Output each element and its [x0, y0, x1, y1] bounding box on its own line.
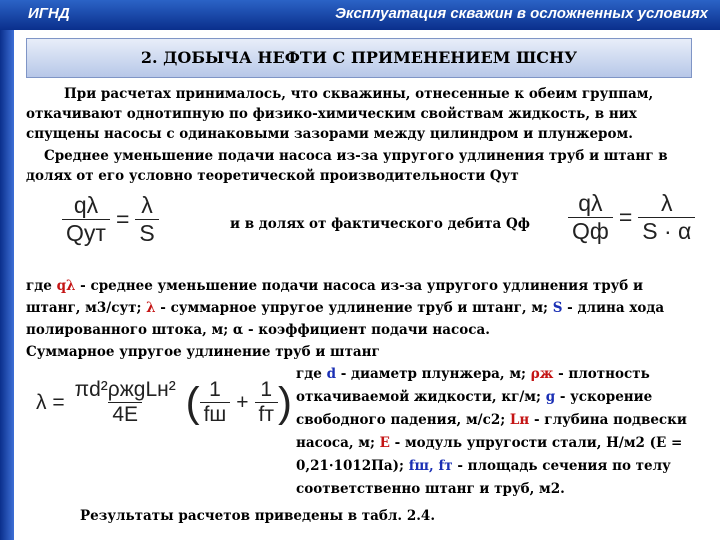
para1-line3: спущены насосы с одинаковыми зазорами между цилиндром и плунжером.	[26, 126, 633, 142]
para1-line2: откачивают однотипную по физико-химическим свойствам жидкость, в них	[26, 106, 637, 122]
def-line4: насоса, м; Е - модуль упругости стали, Н/м2 (Е =	[296, 435, 683, 451]
def-line3: свободного падения, м/с2; Lн - глубина подвески	[296, 412, 687, 428]
result-note: Результаты расчетов приведены в табл. 2.4.	[80, 508, 436, 524]
formula-q-ut: $\frac{q\lambda}{\text{Qут}}$ = $\frac{\lambda}{S}$	[62, 192, 159, 247]
header-bar	[0, 0, 720, 30]
left-accent-bar	[0, 30, 14, 540]
formula-lambda: λ = $\frac{\text{πd²ρжgLн²}}{4E}$ ( $\frac{1}{fш}$ + $\frac{1}{fт}$ )	[36, 378, 292, 426]
para2-line2: долях от его условно теоретической производительности Qут	[26, 168, 519, 184]
para3-line2: штанг, м3/сут; λ - суммарное упругое удлинение труб и штанг, м; S - длина хода	[26, 300, 665, 316]
para2-line1: Среднее уменьшение подачи насоса из-за упругого удлинения труб и штанг в	[44, 148, 668, 164]
def-line1: где d - диаметр плунжера, м; ρж - плотность	[296, 366, 650, 382]
para3-line1: где qλ - среднее уменьшение подачи насоса из-за упругого удлинения труб и	[26, 278, 644, 294]
para3-line3: полированного штока, м; α - коэффициент подачи насоса.	[26, 322, 490, 338]
header-org: ИГНД	[28, 5, 70, 22]
para1-line1: При расчетах принималось, что скважины, отнесенные к обеим группам,	[64, 86, 654, 102]
slide-title: 2. ДОБЫЧА НЕФТИ С ПРИМЕНЕНИЕМ ШСНУ	[26, 38, 692, 78]
para2-mid: и в долях от фактического дебита Qф	[230, 216, 530, 232]
def-line2: откачиваемой жидкости, кг/м; g - ускорение	[296, 389, 653, 405]
formula-q-f: $\frac{q\lambda}{Qф}$ = $\frac{\lambda}{S \cdot \alpha}$	[568, 190, 695, 245]
para4: Суммарное упругое удлинение труб и штанг	[26, 344, 380, 360]
def-line6: соответственно штанг и труб, м2.	[296, 481, 565, 497]
def-line5: 0,21·1012Па); fш, fт - площадь сечения по телу	[296, 458, 671, 474]
header-course-title: Эксплуатация скважин в осложненных условиях	[335, 5, 708, 22]
